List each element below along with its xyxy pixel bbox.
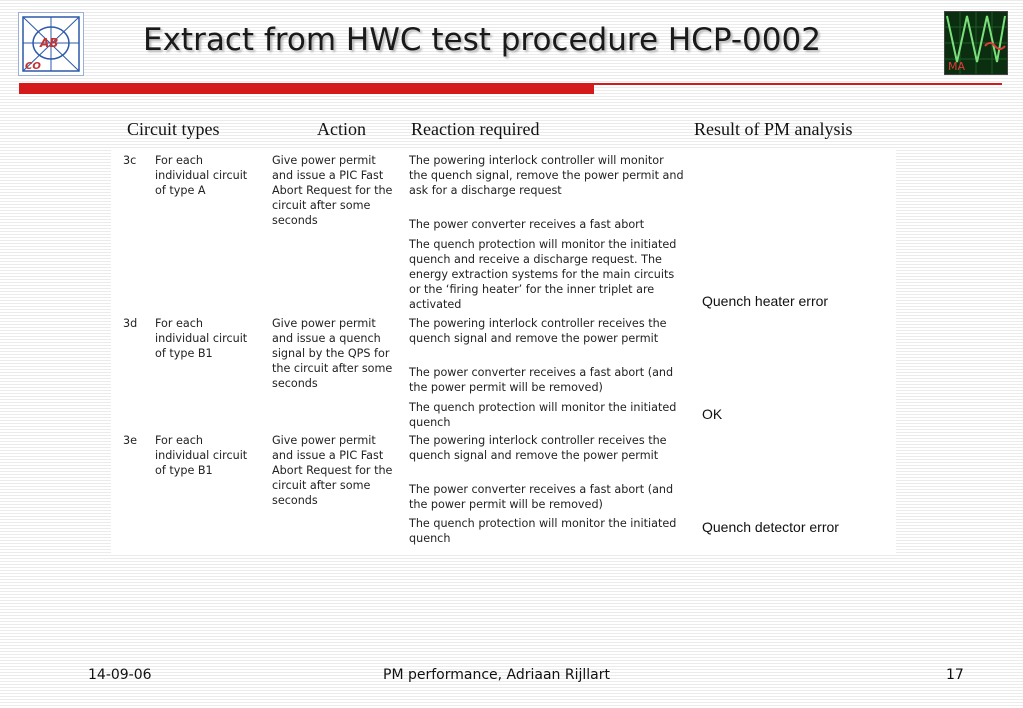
reaction-cell: The power converter receives a fast abort (and the power permit will be removed) (409, 366, 674, 394)
header-result: Result of PM analysis (694, 119, 853, 139)
ma-logo (944, 11, 1008, 75)
reaction-cell: The quench protection will monitor the initiated quench (409, 517, 677, 545)
title-underline-rule (594, 83, 1002, 85)
action-cell: Give power permit and issue a PIC Fast Abort Request for the circuit after some seconds (272, 154, 393, 227)
logo-right-ma: MA (948, 60, 966, 73)
action-cell: Give power permit and issue a PIC Fast Abort Request for the circuit after some seconds (272, 434, 393, 507)
reaction-cell: The powering interlock controller receives the quench signal and remove the power permit (409, 434, 667, 462)
ab-co-logo (18, 12, 84, 76)
reaction-cell: The powering interlock controller receives the quench signal and remove the power permit (409, 317, 667, 345)
result-3c: Quench heater error (702, 293, 829, 309)
result-3e: Quench detector error (702, 519, 839, 535)
row-id: 3e (123, 434, 138, 447)
header-reaction-required: Reaction required (411, 119, 540, 139)
logo-left-co: CO (25, 61, 41, 72)
circuit-type-cell: For each individual circuit of type A (155, 154, 248, 197)
footer-title: PM performance, Adriaan Rijllart (383, 667, 610, 683)
action-cell: Give power permit and issue a quench signal by the QPS for the circuit after some seconds (272, 317, 393, 390)
slide-title: Extract from HWC test procedure HCP-0002 (143, 22, 821, 58)
reaction-cell: The power converter receives a fast abort (409, 218, 645, 231)
circuit-type-cell: For each individual circuit of type B1 (155, 317, 248, 360)
row-id: 3d (123, 317, 138, 330)
header-circuit-types: Circuit types (127, 119, 220, 139)
circuit-type-cell: For each individual circuit of type B1 (155, 434, 248, 477)
reaction-cell: The quench protection will monitor the initiated quench and receive a discharge request. The energy extraction systems for the main circuits or the ‘firing heater’ for the inner triplet are activated (409, 238, 677, 311)
footer-date: 14-09-06 (88, 667, 152, 683)
header-action: Action (317, 119, 366, 139)
result-3d: OK (702, 406, 723, 422)
title-underline-bar (19, 83, 594, 94)
result-panel (686, 148, 896, 555)
reaction-cell: The quench protection will monitor the initiated quench (409, 401, 677, 429)
logo-left-ab: AB (40, 36, 59, 50)
reaction-cell: The power converter receives a fast abort (and the power permit will be removed) (409, 483, 674, 511)
page-number: 17 (946, 667, 964, 683)
reaction-cell: The powering interlock controller will monitor the quench signal, remove the power permit and ask for a discharge request (409, 154, 684, 197)
row-id: 3c (123, 154, 137, 167)
